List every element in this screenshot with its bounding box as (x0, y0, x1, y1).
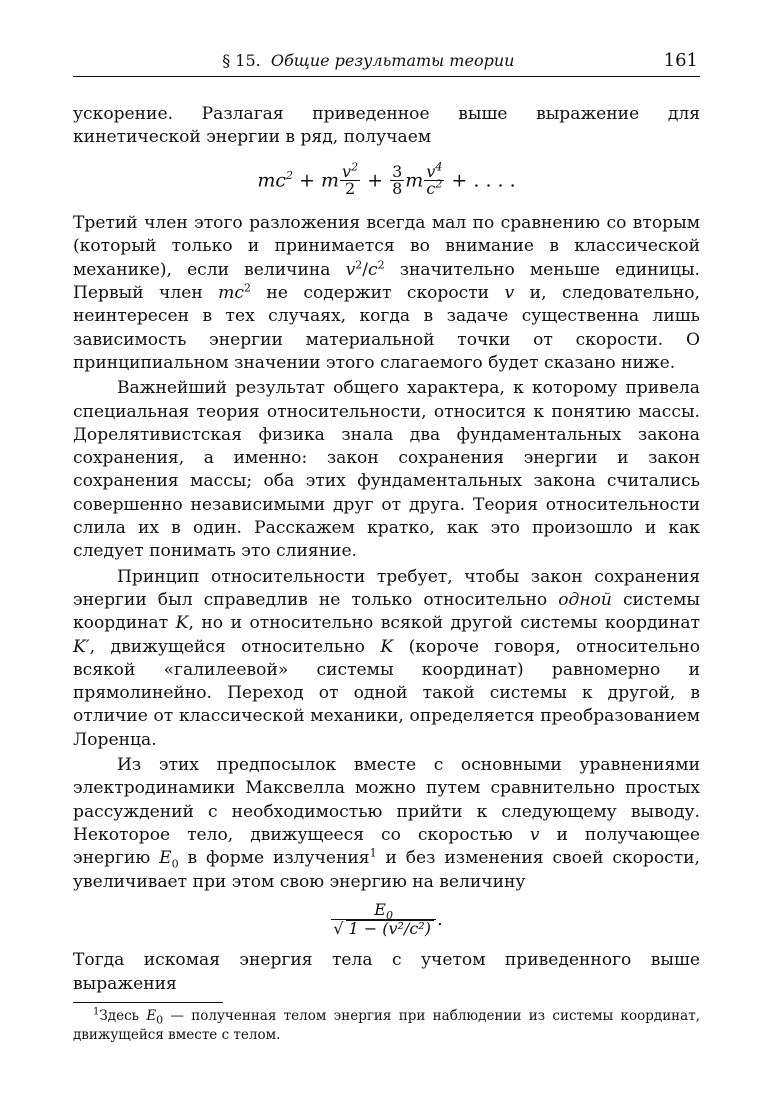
body-text (73, 103, 700, 1045)
formula-period: . (436, 908, 443, 930)
frac-num-exp4: 4 (435, 160, 443, 174)
formula-frac-3-8 (390, 161, 404, 199)
p5-part-b: и получающее энергию (73, 824, 700, 869)
inline-v-3: v (529, 824, 540, 845)
footnote (73, 1007, 700, 1045)
inline-exp: 2 (355, 258, 363, 272)
frac-num-3: 3 (392, 161, 403, 181)
p5-part-c: в форме излучения (178, 848, 370, 869)
footnote-ref: 1 (369, 846, 377, 860)
p4-part-b: системы координат (73, 589, 700, 634)
inline-K-prime: K′ (73, 636, 90, 657)
formula-plus-2: + (367, 168, 384, 191)
inline-c: c (368, 259, 378, 280)
inline-E: E (159, 848, 172, 869)
paragraph-2 (73, 212, 700, 375)
formula-energy-gain (73, 899, 700, 938)
formula-dots: + . . . . (451, 168, 516, 191)
frac-den-8: 8 (392, 179, 403, 199)
inline-K: K (175, 613, 189, 634)
p4-part-a: Принцип относительности требует, чтобы закон сохранения энергии был справедлив не только относительно (73, 566, 700, 610)
frac-num-exp: 2 (351, 160, 359, 174)
p4-part-c: , но и относительно всякой другой системы координат (188, 613, 700, 634)
frac-den: 2 (344, 179, 356, 199)
sqrt-inner: 1 − (v²/c²) (346, 920, 434, 938)
p5-part-a: Из этих предпосылок вместе с основными уравнениями электродинамики Максвелла можно путем сравнительно простых рассуждений с необходимостью прийти к следующему выводу. Некоторое тело, движущееся со скоростью (73, 755, 700, 845)
frac-den-c: c (426, 179, 436, 199)
paragraph-6: Тогда искомая энергия тела с учетом приведенного выше выражения (73, 950, 700, 994)
page (73, 50, 700, 1045)
inline-K-2: K (380, 636, 394, 657)
paragraph-4 (73, 566, 700, 752)
formula-term-mc: mc (257, 168, 286, 191)
p2-part-c: не содержит скорости (250, 283, 505, 304)
section-number: § 15. (222, 51, 261, 70)
p4-part-e: (короче говоря, относительно всякой «галилеевой» системы координат) равномерно и прямолинейно. Переход от одной такой системы к другой, в отличие от классической механики, определяется преобразованием Лоренца. (73, 636, 700, 750)
formula-kinetic-expansion (73, 160, 700, 199)
formula-plus: + (299, 168, 315, 191)
inline-exp-2: 2 (377, 258, 385, 272)
formula-m: m (321, 168, 340, 191)
formula-m-2: m (405, 168, 424, 191)
p2-part-a: Третий член этого разложения всегда мал по сравнению со вторым (который только и принимается во внимание в классической механике), если величина (73, 213, 700, 280)
inline-v: v (345, 259, 356, 280)
frac-num-v4: v (426, 161, 436, 181)
inline-v-2: v (504, 283, 515, 304)
inline-slash: / (362, 259, 368, 280)
footnote-text-b: — полученная телом энергия при наблюдении из системы координат, движущейся вместе с телом. (73, 1007, 700, 1043)
f2-num-sub: 0 (385, 908, 393, 922)
inline-sub-0: 0 (171, 857, 179, 871)
p4-emphasis: одной (558, 589, 612, 610)
p2-part-b: значительно меньше единицы. Первый член (73, 259, 700, 304)
p4-part-d: , движущейся относительно (89, 636, 381, 657)
paragraph-1: ускорение. Разлагая приведенное выше выражение для кинетической энергии в ряд, получаем (73, 104, 700, 148)
footnote-rule (73, 1002, 223, 1003)
formula-exp: 2 (286, 168, 293, 182)
frac-den-exp: 2 (435, 178, 443, 192)
chapter-title: Общие результаты теории (270, 51, 515, 70)
p5-part-d: и без изменения своей скорости, увеличивает при этом свою энергию на величину (73, 848, 700, 892)
inline-mc: mc (218, 283, 244, 304)
formula-frac-v2-2 (340, 160, 360, 199)
formula-frac-v4-c2 (424, 160, 444, 199)
p2-part-d: и, следовательно, неинтересен в тех случаях, когда в задаче существенна лишь зависимость энергии материальной точки от скорости. О принципиальном значении этого слагаемого будет сказано ниже. (73, 283, 700, 373)
section-title (73, 51, 664, 70)
paragraph-5 (73, 754, 700, 894)
footnote-text-a: Здесь (99, 1007, 147, 1024)
page-number: 161 (663, 50, 698, 71)
running-header (73, 50, 700, 77)
inline-exp-3: 2 (243, 281, 251, 295)
footnote-mark: 1 (93, 1006, 100, 1018)
f2-num-E: E (374, 899, 386, 919)
footnote-sub: 0 (156, 1013, 164, 1027)
footnote-E: E (146, 1007, 157, 1024)
frac-num-v: v (342, 161, 352, 181)
paragraph-3: Важнейший результат общего характера, к которому привела специальная теория относительности, относится к понятию массы. Дорелятивистская физика знала два фундаментальных закона сохранения, а именно: закон сохранения энергии и закон сохранения массы; оба этих фундаментальных закона считались совершенно независимыми друг от друга. Теория относительности слила их в один. Расскажем кратко, как это произошло и как следует понимать это слияние. (73, 378, 700, 562)
sqrt-sign: √ (333, 918, 344, 938)
formula-frac-E0-sqrt (331, 899, 436, 938)
